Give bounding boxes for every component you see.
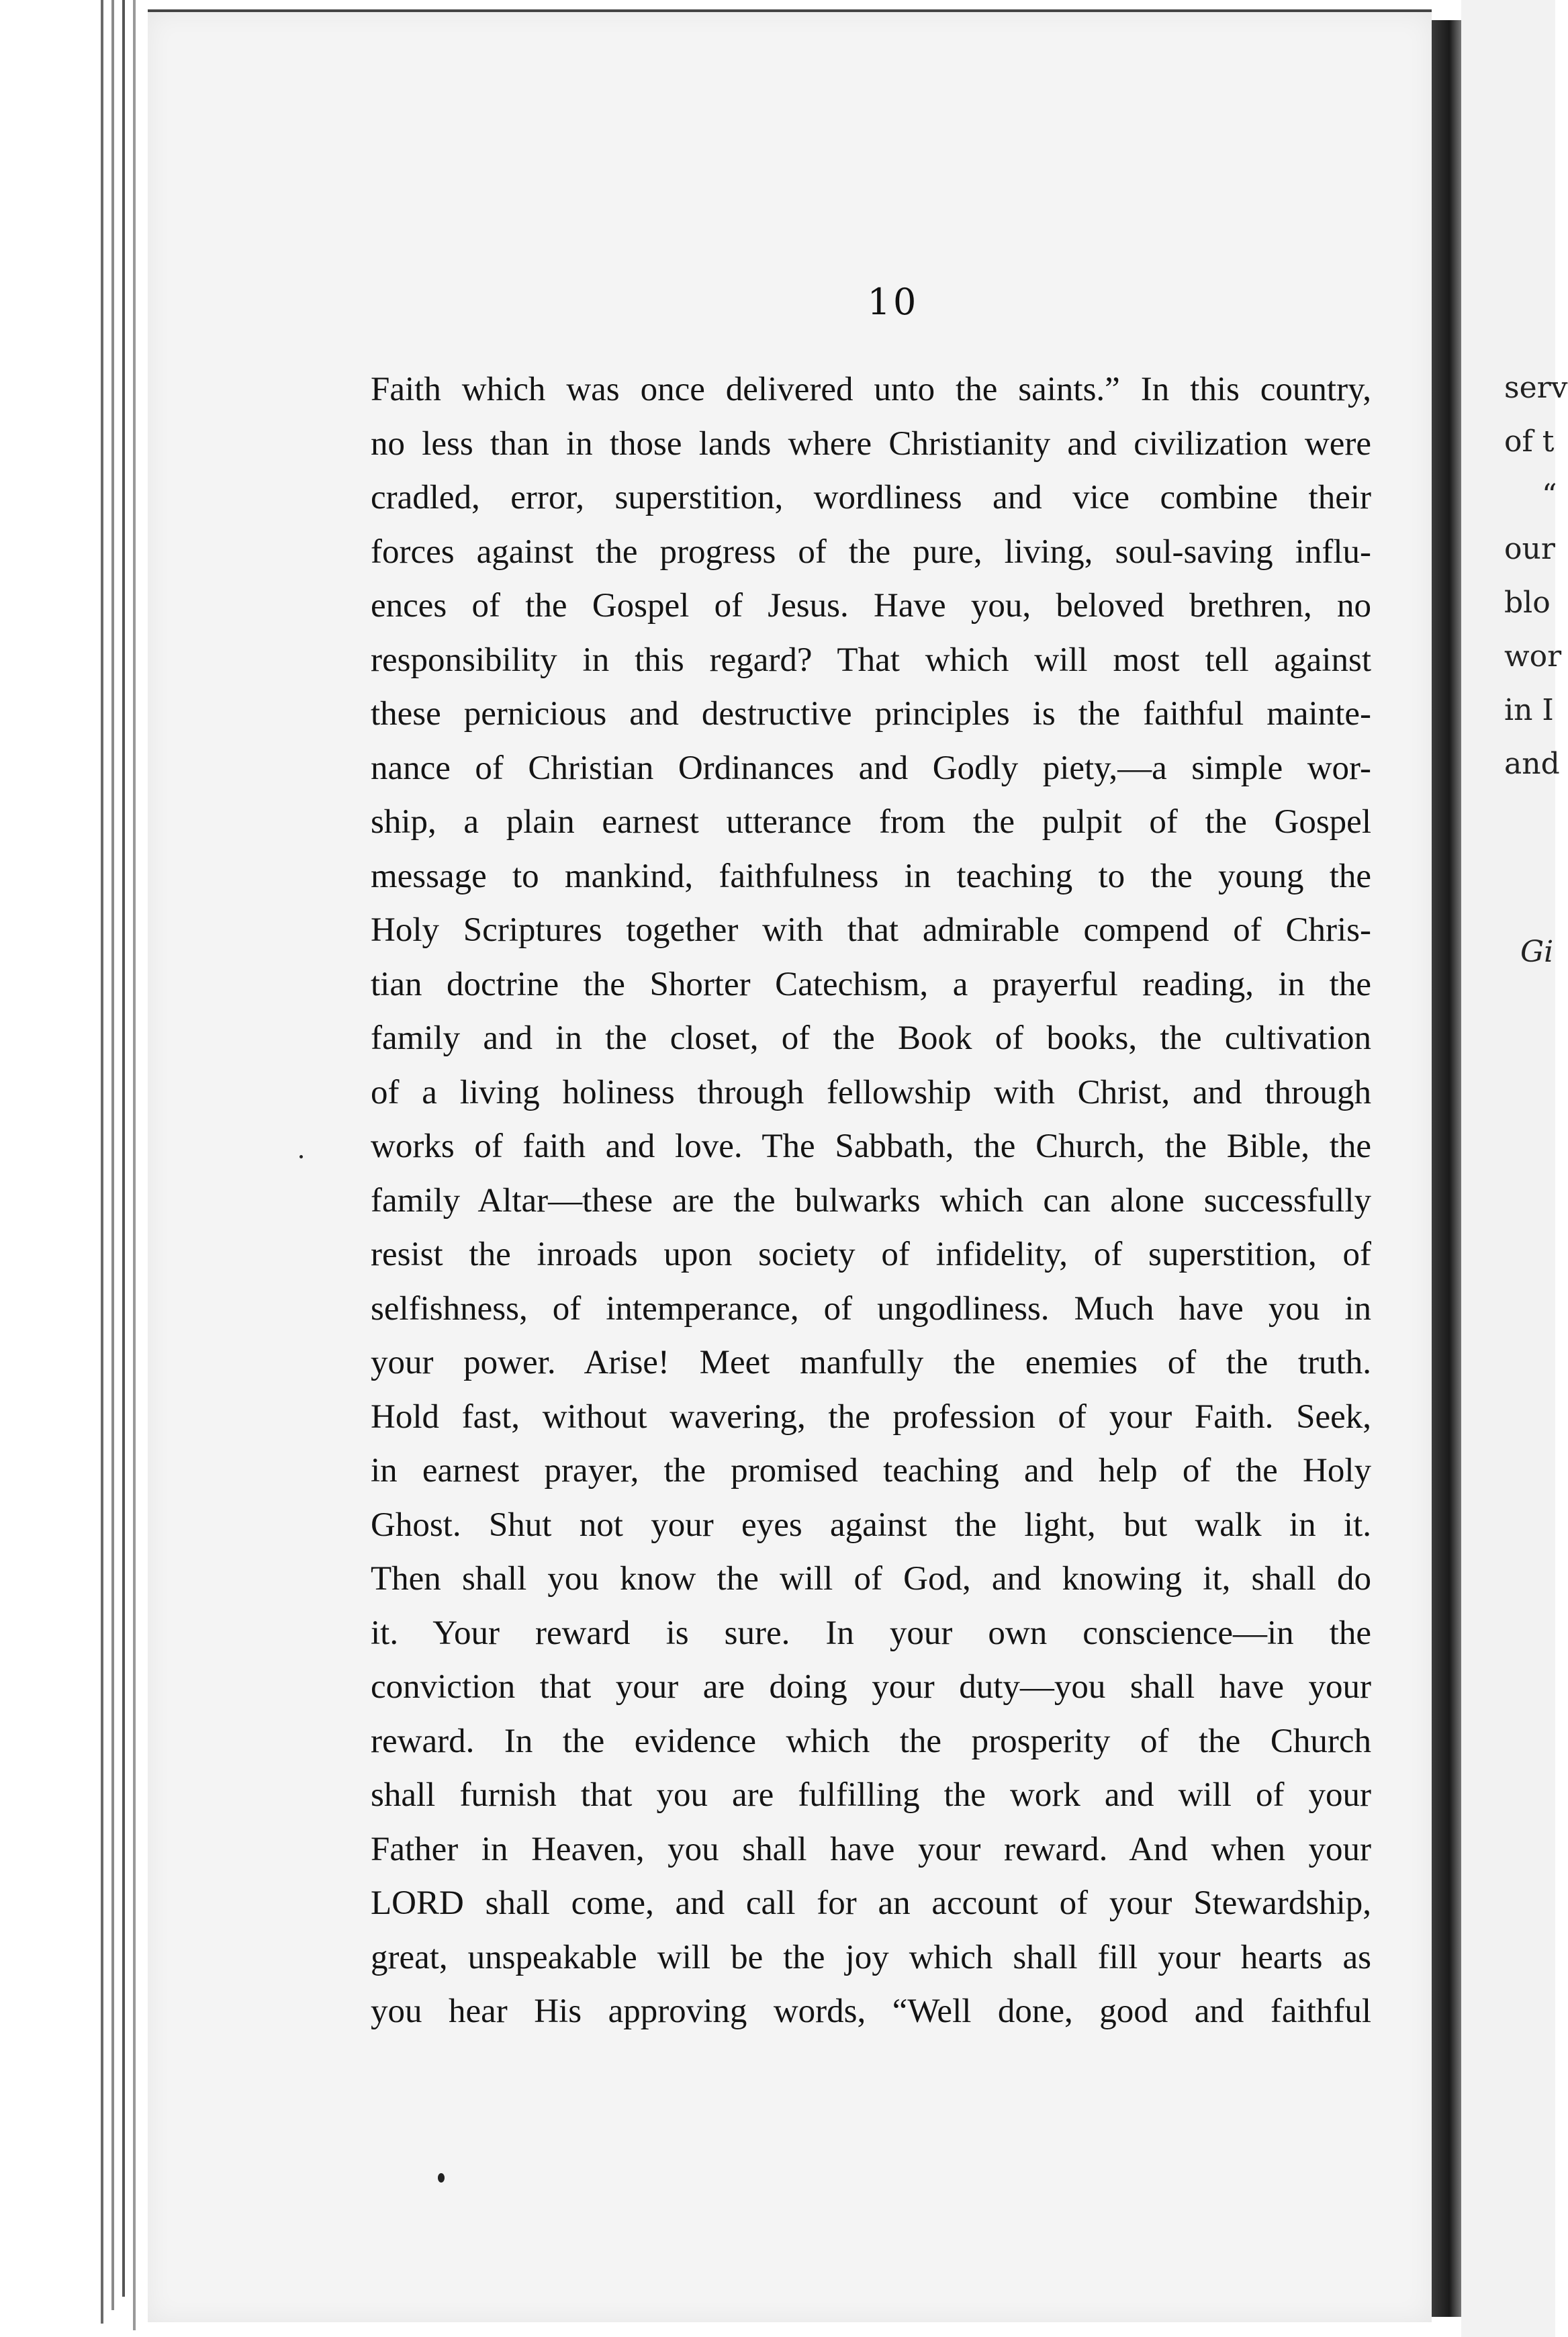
facing-page-fragment: in I: [1504, 693, 1554, 727]
text-line: family and in the closet, of the Book of books, the cultivation: [371, 1019, 1371, 1057]
speck: [438, 2173, 445, 2183]
book-gutter: [1432, 20, 1461, 2317]
text-line: Father in Heaven, you shall have your reward. And when your: [371, 1830, 1371, 1868]
text-line: nance of Christian Ordinances and Godly piety,—a simple wor-: [371, 749, 1371, 787]
body-text: [371, 363, 1371, 2039]
text-line: resist the inroads upon society of infidelity, of superstition, of: [371, 1236, 1371, 1273]
text-line: Hold fast, without wavering, the profession of your Faith. Seek,: [371, 1397, 1371, 1436]
facing-page-fragment: wor: [1504, 639, 1562, 674]
text-line: Then shall you know the will of God, and knowing it, shall do: [371, 1560, 1371, 1598]
text-line: cradled, error, superstition, wordliness and vice combine their: [371, 479, 1371, 516]
text-line: Faith which was once delivered unto the saints.” In this country,: [371, 371, 1371, 408]
text-line: shall furnish that you are fulfilling the work and will of your: [371, 1776, 1371, 1814]
text-line: no less than in those lands where Christianity and civilization were: [371, 424, 1371, 463]
text-line: of a living holiness through fellowship with Christ, and through: [371, 1073, 1371, 1111]
text-line: it. Your reward is sure. In your own conscience—in the: [371, 1614, 1371, 1652]
text-line: family Altar—these are the bulwarks which can alone successfully: [371, 1181, 1371, 1220]
text-line: works of faith and love. The Sabbath, the Church, the Bible, the: [371, 1128, 1371, 1165]
page-edge: [133, 0, 136, 2330]
text-line: reward. In the evidence which the prosperity of the Church: [371, 1722, 1371, 1760]
speck: [299, 1155, 303, 1158]
page-edge: [111, 0, 114, 2310]
facing-page-fragment: and: [1504, 747, 1560, 781]
page-edge: [101, 0, 103, 2324]
facing-page-fragment: of t: [1504, 424, 1555, 459]
text-line: these pernicious and destructive principles is the faithful mainte-: [371, 695, 1371, 733]
text-line: you hear His approving words, “Well done, good and faithful: [371, 1992, 1371, 2030]
facing-page-fragment: blo: [1504, 586, 1551, 620]
text-line: Ghost. Shut not your eyes against the light, but walk in it.: [371, 1506, 1371, 1544]
text-line: LORD shall come, and call for an account of your Stewardship,: [371, 1884, 1371, 1922]
facing-page-fragment: our: [1504, 532, 1555, 566]
text-line: Holy Scriptures together with that admirable compend of Chris-: [371, 911, 1371, 949]
text-line: forces against the progress of the pure, living, soul-saving influ-: [371, 533, 1371, 571]
text-line: message to mankind, faithfulness in teaching to the young the: [371, 857, 1371, 895]
text-line: conviction that your are doing your duty—you shall have your: [371, 1668, 1371, 1706]
facing-page-fragment: “: [1542, 478, 1557, 512]
text-line: in earnest prayer, the promised teaching and help of the Holy: [371, 1452, 1371, 1490]
text-line: great, unspeakable will be the joy which shall fill your hearts as: [371, 1938, 1371, 1976]
page-edge: [122, 0, 125, 2297]
text-line: ences of the Gospel of Jesus. Have you, beloved brethren, no: [371, 587, 1371, 625]
text-line: your power. Arise! Meet manfully the enemies of the truth.: [371, 1344, 1371, 1381]
facing-page: [1461, 0, 1568, 2337]
text-line: selfishness, of intemperance, of ungodliness. Much have you in: [371, 1289, 1371, 1328]
text-line: tian doctrine the Shorter Catechism, a prayerful reading, in the: [371, 965, 1371, 1003]
facing-page-fragment: serv: [1504, 371, 1568, 405]
page-number: 10: [867, 281, 919, 323]
text-line: ship, a plain earnest utterance from the pulpit of the Gospel: [371, 803, 1371, 841]
facing-page-fragment: Gi: [1520, 935, 1554, 969]
text-line: responsibility in this regard? That which will most tell against: [371, 641, 1371, 679]
